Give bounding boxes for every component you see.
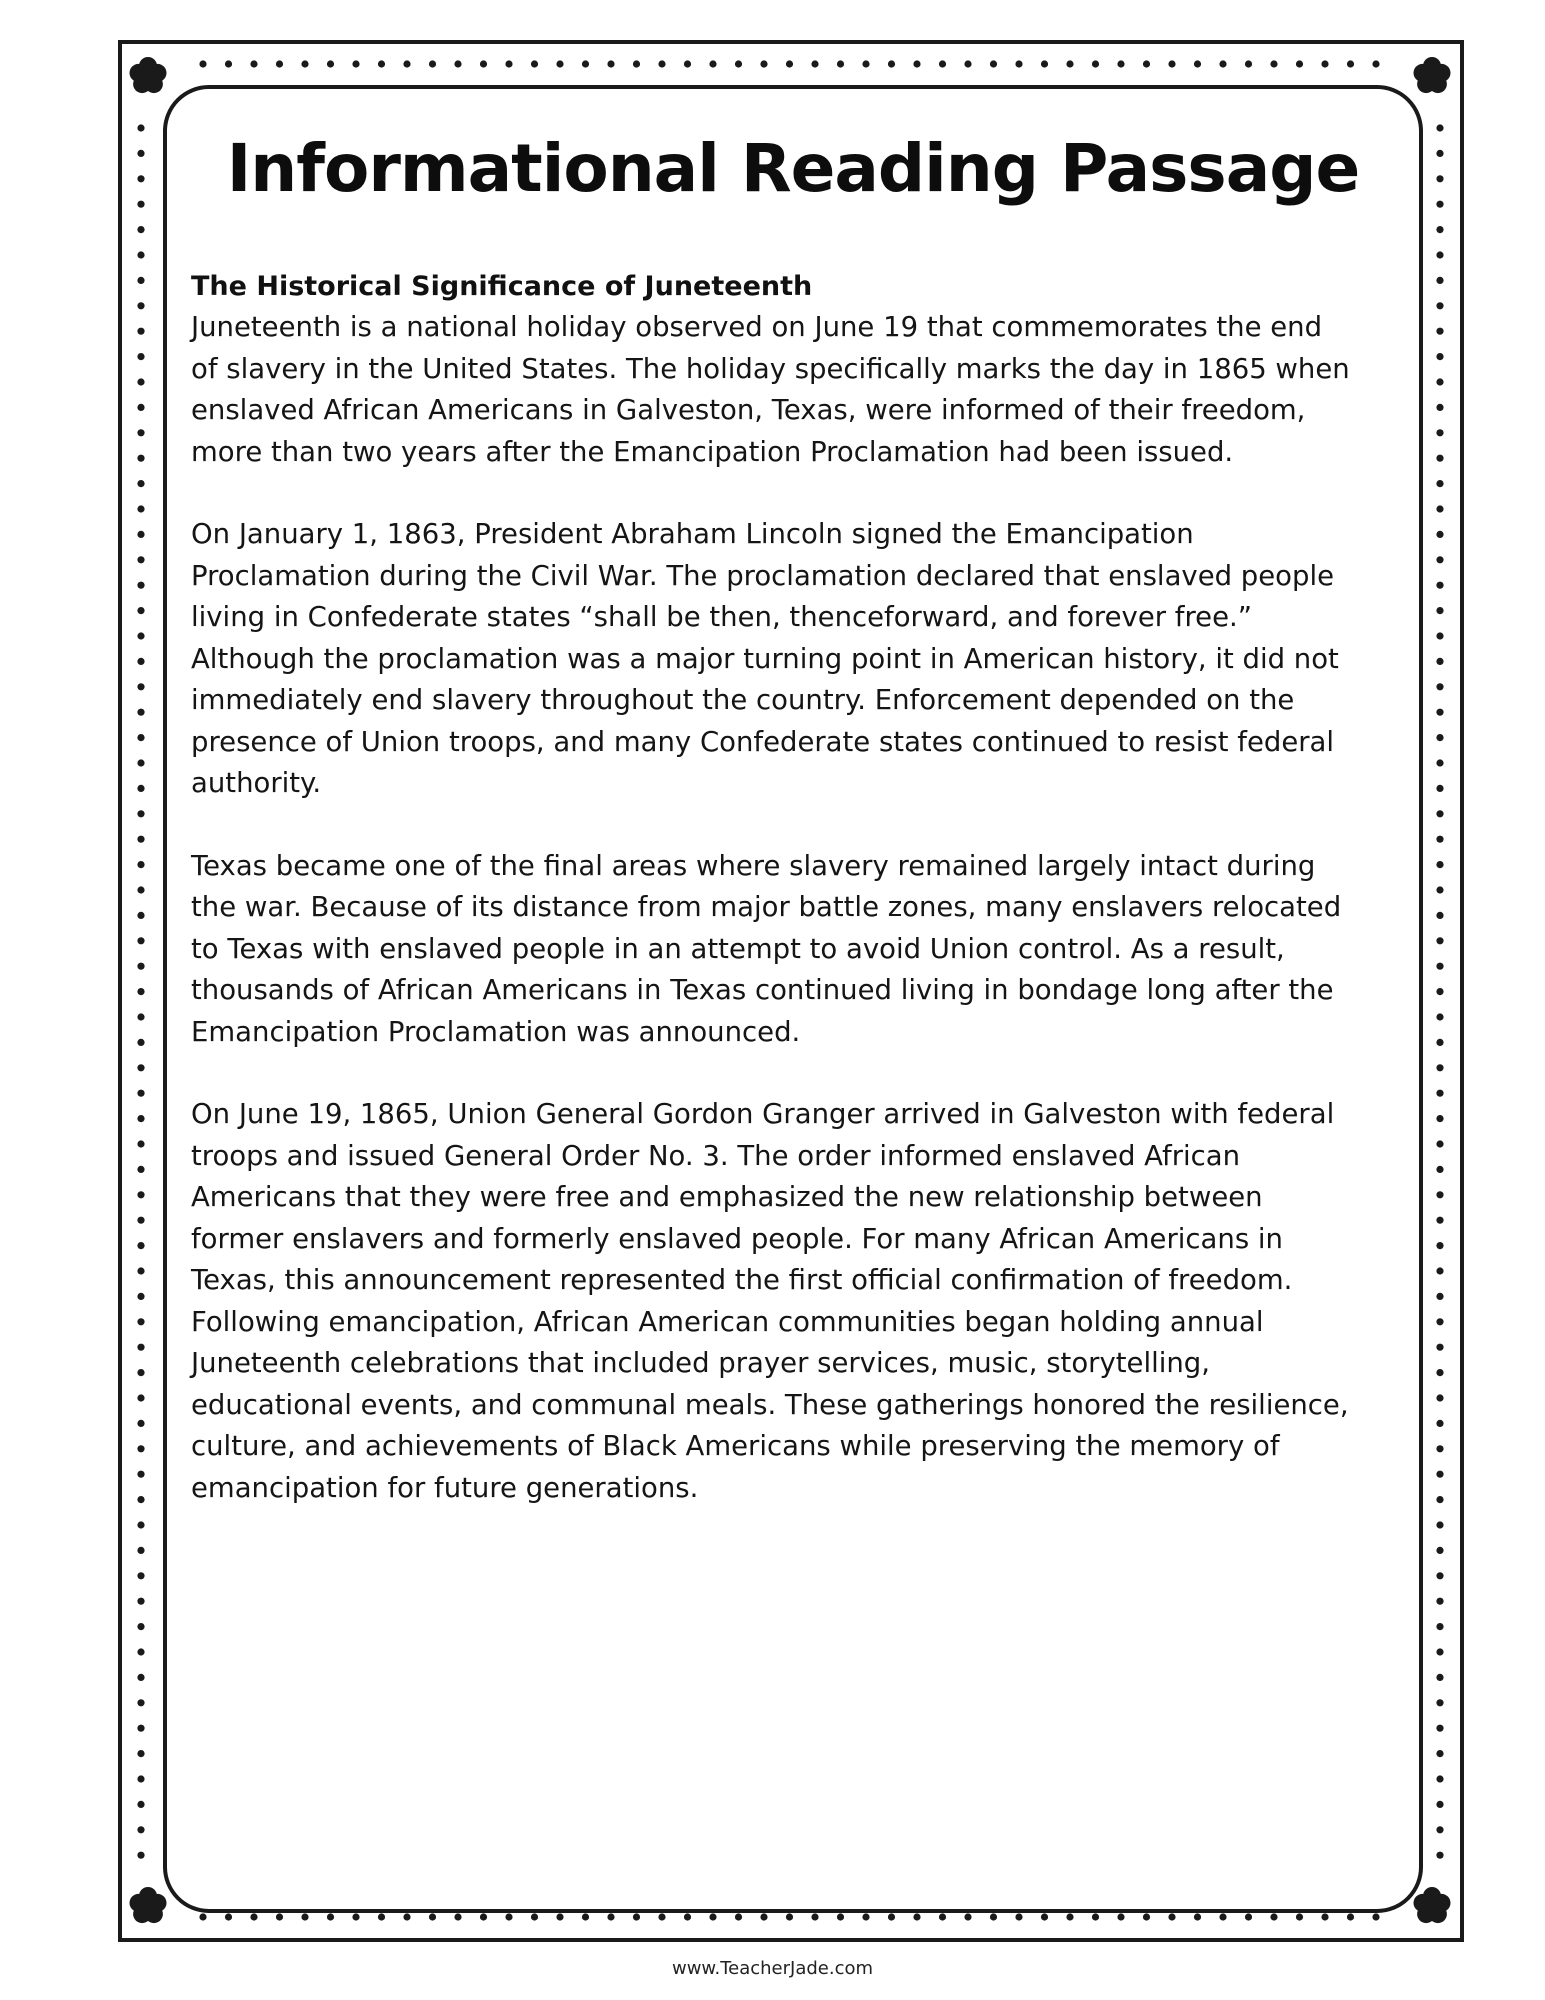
border-dot [137,1750,144,1757]
border-dot [1436,1293,1443,1300]
border-dot [1436,150,1443,157]
border-dot [1436,429,1443,436]
border-dot [1143,1913,1150,1920]
border-dot [1436,556,1443,563]
border-dot [327,1913,334,1920]
border-dot [199,60,206,67]
border-dot [137,607,144,614]
border-dot [137,632,144,639]
border-dot [684,1913,691,1920]
border-dot [403,1913,410,1920]
border-dot [137,1293,144,1300]
border-dot [837,1913,844,1920]
border-dot [582,60,589,67]
border-dot [1296,1913,1303,1920]
border-dot [990,1913,997,1920]
border-dot [939,1913,946,1920]
border-dot [137,886,144,893]
border-dot [1436,963,1443,970]
border-dot [1219,1913,1226,1920]
border-dot [1168,60,1175,67]
border-dot [1092,60,1099,67]
paragraph-1: Juneteenth is a national holiday observed on June 19 that commemorates the end of slavery in the United States. The holiday specifically marks the day in 1865 when enslaved African Americans in Galveston, Texas, were informed of their freedom, more than two years after the Emancipation Proclamation had been issued. [191,311,1350,468]
border-dot [1436,1699,1443,1706]
border-dot [137,1090,144,1097]
border-dot [964,1913,971,1920]
border-dot [1436,1191,1443,1198]
border-dot [137,353,144,360]
border-dot [1066,60,1073,67]
border-dot [137,1013,144,1020]
border-dot [403,60,410,67]
border-dot [137,1267,144,1274]
border-dot [1436,988,1443,995]
border-dot [1436,378,1443,385]
border-dot [137,1318,144,1325]
border-dot [1436,531,1443,538]
border-dot [137,1242,144,1249]
border-dot [137,480,144,487]
border-dot [137,1547,144,1554]
border-dot [1270,60,1277,67]
border-dot [1436,861,1443,868]
border-dot [137,531,144,538]
border-dot [1372,60,1379,67]
border-dot [1245,60,1252,67]
border-dot [137,658,144,665]
border-dot [811,60,818,67]
border-dot [556,1913,563,1920]
border-dot [276,1913,283,1920]
border-dot [1372,1913,1379,1920]
paragraph-4: On June 19, 1865, Union General Gordon Granger arrived in Galveston with federal troops and issued General Order No. 3. The order informed enslaved African Americans that they were free and emphasized the new relationship between former enslavers and formerly enslaved people. For many African Americans in Texas, this announcement represented the first official confirmation of freedom. Following emancipation, African American communities began holding annual Juneteenth celebrations that included prayer services, music, storytelling, educational events, and communal meals. These gatherings honored the resilience, culture, and achievements of Black Americans while preserving the memory of emancipation for future generations. [191,1098,1349,1504]
border-dot [1219,60,1226,67]
border-dot [225,1913,232,1920]
border-dot [137,226,144,233]
border-dot [1436,1166,1443,1173]
border-dot [633,1913,640,1920]
border-dot [137,378,144,385]
border-dot [531,1913,538,1920]
border-dot [137,1572,144,1579]
border-dot [137,150,144,157]
border-dot [137,505,144,512]
border-dot [1436,1064,1443,1071]
border-dot [137,1521,144,1528]
border-dot [137,175,144,182]
border-dot [1436,455,1443,462]
border-dot [1436,201,1443,208]
border-dot [378,60,385,67]
border-dot [137,785,144,792]
border-dot [137,1471,144,1478]
border-dot [811,1913,818,1920]
border-dot [1436,302,1443,309]
border-dot [760,1913,767,1920]
border-dot [1436,1750,1443,1757]
border-dot [327,60,334,67]
border-dot [137,1598,144,1605]
border-dot [990,60,997,67]
border-dot [505,60,512,67]
border-dot [1436,785,1443,792]
border-dot [1436,632,1443,639]
border-dot [137,404,144,411]
border-dot [301,1913,308,1920]
border-dot [352,60,359,67]
border-dot [1015,60,1022,67]
border-dot [137,937,144,944]
border-dot [1436,1369,1443,1376]
border-dot [1347,60,1354,67]
border-dot [137,251,144,258]
border-dot [137,963,144,970]
border-dot [684,60,691,67]
border-dot [862,60,869,67]
border-dot [1168,1913,1175,1920]
border-dot [276,60,283,67]
border-dot [1436,1547,1443,1554]
border-dot [1436,1725,1443,1732]
border-dot [137,1394,144,1401]
border-dot [1436,1318,1443,1325]
border-dot [1436,1420,1443,1427]
border-dot [1436,1648,1443,1655]
border-dot [658,60,665,67]
border-dot [1436,709,1443,716]
border-dot [1436,1140,1443,1147]
border-dot [709,60,716,67]
border-dot [137,1420,144,1427]
passage-content [191,266,1411,1550]
border-dot [1436,582,1443,589]
border-dot [250,1913,257,1920]
border-dot [1321,60,1328,67]
border-dot [1436,124,1443,131]
border-dot [1436,505,1443,512]
border-dot [1270,1913,1277,1920]
border-dot [1436,1217,1443,1224]
border-dot [137,328,144,335]
border-dot [137,582,144,589]
border-dot [137,759,144,766]
border-dot [1436,912,1443,919]
flower-icon [129,57,166,93]
border-dot [837,60,844,67]
border-dot [1436,1471,1443,1478]
border-dot [137,1648,144,1655]
border-dot [137,988,144,995]
border-dot [199,1913,206,1920]
border-dot [1436,886,1443,893]
border-dot [735,60,742,67]
border-dot [137,1725,144,1732]
border-dot [939,60,946,67]
border-dot [607,1913,614,1920]
border-dot [480,1913,487,1920]
border-dot [454,1913,461,1920]
border-dot [137,912,144,919]
border-dot [1436,759,1443,766]
border-dot [1143,60,1150,67]
border-dot [1321,1913,1328,1920]
border-dot [531,60,538,67]
border-dot [1436,836,1443,843]
border-dot [429,1913,436,1920]
border-dot [137,1775,144,1782]
border-dot [1117,1913,1124,1920]
border-dot [137,1064,144,1071]
border-dot [137,429,144,436]
border-dot [1015,1913,1022,1920]
border-dot [1436,1344,1443,1351]
border-dot [1436,1801,1443,1808]
border-dot [1436,175,1443,182]
border-dot [786,60,793,67]
border-dot [137,302,144,309]
border-dot [225,60,232,67]
border-dot [1436,734,1443,741]
border-dot [1436,480,1443,487]
flower-icon [1413,57,1450,93]
border-dot [1436,658,1443,665]
border-dot [137,124,144,131]
border-dot [1436,251,1443,258]
paragraph-2: On January 1, 1863, President Abraham Lincoln signed the Emancipation Proclamation during the Civil War. The proclamation declared that enslaved people living in Confederate states “shall be then, thenceforward, and forever free.” Although the proclamation was a major turning point in American history, it did not immediately end slavery throughout the country. Enforcement depended on the presence of Union troops, and many Confederate states continued to resist federal authority. [191,518,1339,799]
border-dot [1436,1039,1443,1046]
border-dot [1436,683,1443,690]
border-dot [137,1445,144,1452]
border-dot [760,60,767,67]
border-dot [137,455,144,462]
border-dot [964,60,971,67]
border-dot [709,1913,716,1920]
border-dot [1436,404,1443,411]
border-dot [1041,1913,1048,1920]
border-dot [137,1217,144,1224]
passage-heading: The Historical Significance of Juneteenth [191,271,813,302]
border-dot [1436,1623,1443,1630]
footer-website: www.TeacherJade.com [671,1958,874,1979]
paragraph-3: Texas became one of the final areas where slavery remained largely intact during the war. Because of its distance from major battle zones, many enslavers relocated to Texas with enslaved people in an attempt to avoid Union control. As a result, thousands of African Americans in Texas continued living in bondage long after the Emancipation Proclamation was announced. [191,849,1342,1048]
border-dot [1436,1572,1443,1579]
border-dot [735,1913,742,1920]
border-dot [1436,1242,1443,1249]
border-dot [556,60,563,67]
page-title: Informational Reading Passage [226,130,1360,207]
border-dot [1436,1674,1443,1681]
border-dot [137,1496,144,1503]
border-dot [429,60,436,67]
border-dot [1245,1913,1252,1920]
border-dot [1436,1267,1443,1274]
border-dot [1436,277,1443,284]
border-dot [1066,1913,1073,1920]
flower-icon [1413,1887,1450,1923]
border-dot [137,861,144,868]
border-dot [1436,1445,1443,1452]
border-dot [1436,937,1443,944]
border-dot [1436,328,1443,335]
border-dot [582,1913,589,1920]
border-dot [1194,60,1201,67]
border-dot [454,60,461,67]
border-dot [607,60,614,67]
border-dot [137,683,144,690]
border-dot [352,1913,359,1920]
border-dot [1436,226,1443,233]
border-dot [480,60,487,67]
border-dot [301,60,308,67]
border-dot [137,1801,144,1808]
border-dot [505,1913,512,1920]
border-dot [1436,353,1443,360]
border-dot [658,1913,665,1920]
border-dot [137,1140,144,1147]
border-dot [1436,1521,1443,1528]
border-dot [137,1699,144,1706]
border-dot [137,709,144,716]
flower-icon [129,1887,166,1923]
border-dot [1436,1115,1443,1122]
border-dot [1436,1826,1443,1833]
border-dot [1092,1913,1099,1920]
border-dot [137,1191,144,1198]
border-dot [137,734,144,741]
border-dot [888,60,895,67]
border-dot [250,60,257,67]
border-dot [1436,810,1443,817]
border-dot [1436,1394,1443,1401]
border-dot [1117,60,1124,67]
border-dot [1194,1913,1201,1920]
border-dot [137,556,144,563]
border-dot [137,1369,144,1376]
border-dot [786,1913,793,1920]
border-dot [1436,1013,1443,1020]
border-dot [1436,1852,1443,1859]
border-dot [137,1674,144,1681]
border-dot [137,836,144,843]
border-dot [137,277,144,284]
border-dot [137,201,144,208]
border-dot [1436,1598,1443,1605]
border-dot [913,1913,920,1920]
border-dot [913,60,920,67]
border-dot [137,1826,144,1833]
border-dot [862,1913,869,1920]
border-dot [137,1623,144,1630]
border-dot [137,810,144,817]
border-dot [1296,60,1303,67]
border-dot [1041,60,1048,67]
border-dot [633,60,640,67]
border-dot [1436,1775,1443,1782]
border-dot [137,1852,144,1859]
border-dot [378,1913,385,1920]
border-dot [137,1166,144,1173]
border-dot [888,1913,895,1920]
border-dot [137,1344,144,1351]
border-dot [1347,1913,1354,1920]
border-dot [137,1115,144,1122]
border-dot [1436,607,1443,614]
border-dot [1436,1496,1443,1503]
border-dot [137,1039,144,1046]
border-dot [1436,1090,1443,1097]
